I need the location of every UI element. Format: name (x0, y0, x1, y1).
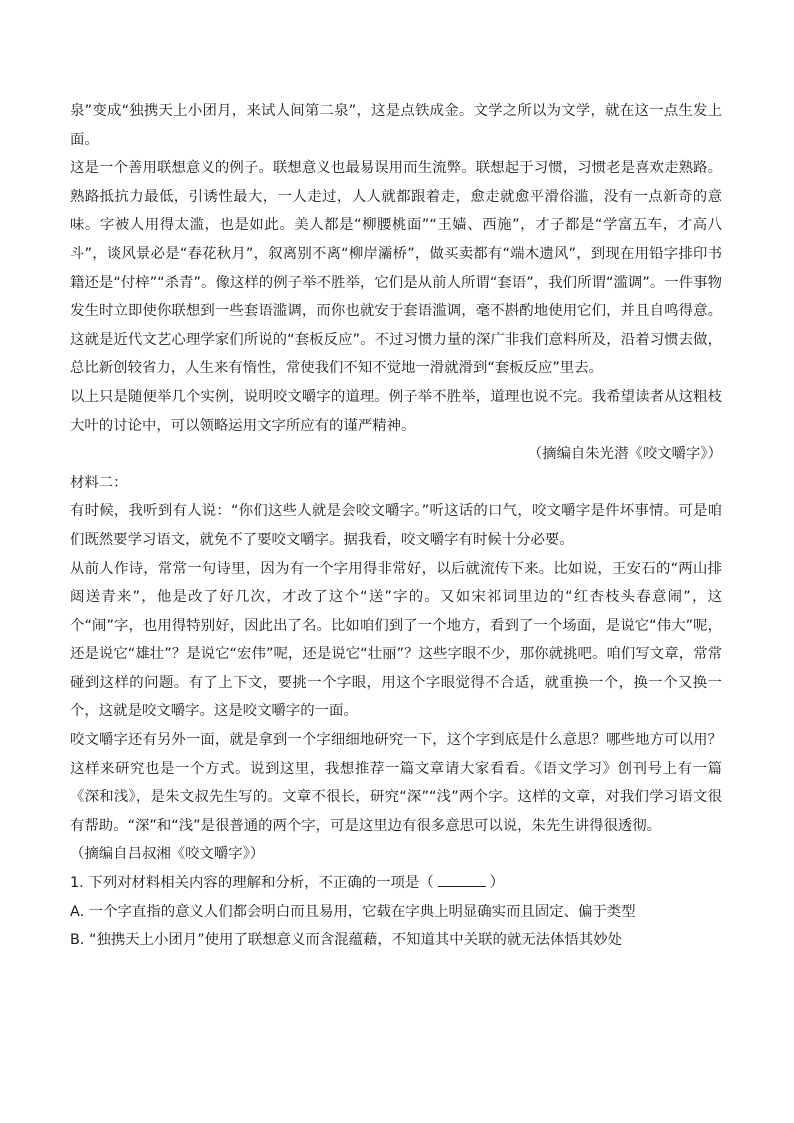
paragraph: 泉”变成“独携天上小团月，来试人间第二泉”，这是点铁成金。文学之所以为文学，就在这一点生发上面。 (70, 103, 722, 148)
answer-blank[interactable] (438, 872, 486, 887)
paragraph: 有时候，我听到有人说：“你们这些人就是会咬文嚼字。”听这话的口气，咬文嚼字是件坏事情。可是咱们既然要学习语文，就免不了要咬文嚼字。据我看，咬文嚼字有时候十分必要。 (70, 503, 722, 548)
material-2-label: 材料二： (70, 474, 128, 491)
source-citation-2: （摘编自吕叔湘《咬文嚼字》） (70, 846, 265, 863)
paragraph: 这是一个善用联想意义的例子。联想意义也最易误用而生流弊。联想起于习惯，习惯老是喜欢走熟路。熟路抵抗力最低，引诱性最大，一人走过，人人就都跟着走，愈走就愈平滑俗滥，没有一点新奇的意味。字被人用得太滥，也是如此。美人都是“柳腰桃面”“王嫱、西施”，才子都是“学富五车，才高八斗”，谈风景必是“春花秋月”，叙离别不离“柳岸灞桥”，做买卖都有“端木遗风”，到现在用铅字排印书籍还是“付梓”“杀青”。像这样的例子举不胜举，它们是从前人所谓“套语”，我们所谓“滥调”。一件事物发生时立即使你联想到一些套语滥调，而你也就安于套语滥调，毫不斟酌地使用它们，并且自鸣得意。这就是近代文艺心理学家们所说的“套板反应”。不过习惯力量的深广非我们意料所及，沿着习惯去做，总比新创较省力，人生来有惰性，常使我们不知不觉地一滑就滑到“套板反应”里去。 (70, 160, 722, 377)
question-stem (70, 869, 722, 898)
option-a: A. 一个字直指的意义人们都会明白而且易用，它载在字典上明显确实而且固定、偏于类型 (70, 903, 636, 920)
paragraph: 从前人作诗，常常一句诗里，因为有一个字用得非常好，以后就流传下来。比如说，王安石的“两山排闼送青来”，他是改了好几次，才改了这个“送”字的。又如宋祁词里边的“红杏枝头春意闹”，这个“闹”字，也用得特别好，因此出了名。比如咱们到了一个地方，看到了一个场面，是说它“伟大”呢，还是说它“雄壮”？是说它“宏伟”呢，还是说它“壮丽”？这些字眼不少，那你就挑吧。咱们写文章，常常碰到这样的问题。有了上下文，要挑一个字眼，用这个字眼觉得不合适，就重换一个，换一个又换一个，这就是咬文嚼字。这是咬文嚼字的一面。 (70, 560, 722, 720)
paragraph: 以上只是随便举几个实例，说明咬文嚼字的道理。例子举不胜举，道理也说不完。我希望读者从这粗枝大叶的讨论中，可以领略运用文字所应有的谨严精神。 (70, 388, 722, 434)
question-stem-text: 1. 下列对材料相关内容的理解和分析，不正确的一项是（ (70, 875, 434, 892)
option-b: B. “独携天上小团月”使用了联想意义而含混蕴藉，不知道其中关联的就无法体悟其妙处 (70, 932, 622, 949)
document-body (70, 97, 722, 955)
question-stem-close: ） (489, 875, 505, 892)
paragraph: 咬文嚼字还有另外一面，就是拿到一个字细细地研究一下，这个字到底是什么意思？哪些地方可以用？这样来研究也是一个方式。说到这里，我想推荐一篇文章请大家看看。《语文学习》创刊号上有一篇《深和浅》，是朱文叔先生写的。文章不很长，研究“深”“浅”两个字。这样的文章，对我们学习语文很有帮助。“深”和“浅”是很普通的两个字，可是这里边有很多意思可以说，朱先生讲得很透彻。 (70, 732, 722, 834)
source-citation-1: （摘编自朱光潜《咬文嚼字》） (527, 446, 722, 463)
